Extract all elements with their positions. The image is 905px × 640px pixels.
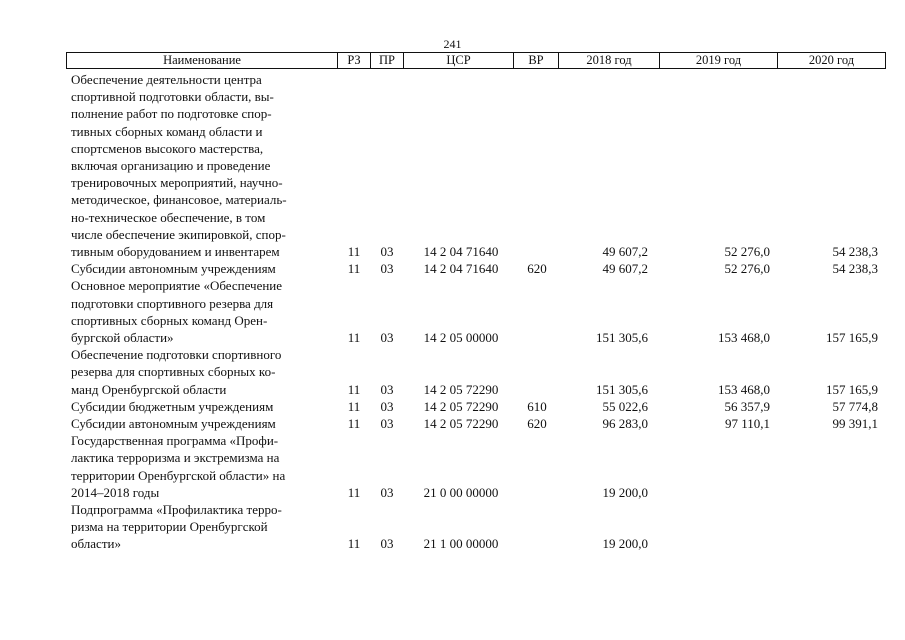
cell-pr: 03 bbox=[380, 330, 394, 345]
row-name-line: манд Оренбургской области bbox=[71, 381, 227, 397]
cell-2018: 19 200,0 bbox=[602, 484, 648, 500]
cell-csr: 14 2 04 71640 bbox=[423, 244, 499, 259]
row-name-line: ризма на территории Оренбургской bbox=[71, 519, 268, 535]
cell-pr: 03 bbox=[380, 244, 394, 259]
cell-csr: 14 2 05 72290 bbox=[423, 398, 499, 414]
cell-vr: 620 bbox=[527, 261, 547, 277]
cell-csr: 14 2 05 72290 bbox=[423, 381, 499, 397]
row-name-line: полнение работ по подготовке спор- bbox=[71, 106, 272, 122]
cell-2020: 157 165,9 bbox=[826, 330, 878, 345]
row-name-line: Государственная программа «Профи- bbox=[71, 433, 279, 449]
cell-rz: 11 bbox=[347, 330, 361, 345]
header-pr: ПР bbox=[371, 53, 404, 68]
row-name-line: спортивной подготовки области, вы- bbox=[71, 89, 274, 105]
row-name-line: Субсидии автономным учреждениям bbox=[71, 261, 276, 277]
cell-2018: 19 200,0 bbox=[602, 536, 648, 552]
header-vr: ВР bbox=[514, 53, 559, 68]
row-name-line: Подпрограмма «Профилактика терро- bbox=[71, 502, 282, 517]
cell-vr: 610 bbox=[527, 398, 547, 414]
header-2020: 2020 год bbox=[808, 53, 855, 67]
cell-2020: 157 165,9 bbox=[826, 381, 878, 397]
cell-pr: 03 bbox=[380, 381, 394, 397]
row-name-line: спортивных сборных команд Орен- bbox=[71, 312, 268, 328]
cell-rz: 11 bbox=[347, 416, 361, 431]
page-number: 241 bbox=[443, 37, 462, 51]
cell-csr: 14 2 04 71640 bbox=[423, 261, 499, 277]
row-name-line: спортсменов высокого мастерства, bbox=[71, 140, 264, 156]
row-name-line: области» bbox=[71, 536, 121, 552]
cell-2018: 151 305,6 bbox=[596, 381, 648, 397]
cell-rz: 11 bbox=[347, 244, 361, 259]
cell-2020: 99 391,1 bbox=[832, 416, 878, 431]
row-name-line: тивным оборудованием и инвентарем bbox=[71, 244, 280, 259]
cell-pr: 03 bbox=[380, 416, 394, 431]
cell-rz: 11 bbox=[347, 484, 361, 500]
row-name-line: лактика терроризма и экстремизма на bbox=[71, 450, 280, 466]
row-name-line: включая организацию и проведение bbox=[71, 158, 271, 173]
row-name-line: числе обеспечение экипировкой, спор- bbox=[71, 226, 286, 242]
row-name-line: территории Оренбургской области» на bbox=[71, 467, 286, 483]
row-name-line: Обеспечение деятельности центра bbox=[71, 72, 262, 87]
row-name-line: 2014–2018 годы bbox=[71, 484, 160, 500]
row-name-line: Субсидии бюджетным учреждениям bbox=[71, 398, 274, 414]
cell-2018: 49 607,2 bbox=[602, 244, 648, 259]
cell-rz: 11 bbox=[347, 398, 361, 414]
row-name-line: методическое, финансовое, материаль- bbox=[71, 192, 287, 208]
row-name-line: резерва для спортивных сборных ко- bbox=[71, 364, 276, 380]
row-name-line: Основное мероприятие «Обеспечение bbox=[71, 278, 283, 294]
cell-csr: 21 0 00 00000 bbox=[423, 484, 499, 500]
cell-2019: 97 110,1 bbox=[724, 416, 770, 431]
cell-rz: 11 bbox=[347, 261, 361, 277]
cell-rz: 11 bbox=[347, 381, 361, 397]
table-header bbox=[66, 52, 886, 69]
cell-vr: 620 bbox=[527, 416, 547, 431]
header-2019: 2019 год bbox=[660, 53, 778, 68]
cell-rz: 11 bbox=[347, 536, 361, 552]
row-name-line: бургской области» bbox=[71, 330, 174, 345]
header-rz: РЗ bbox=[338, 53, 371, 68]
cell-2020: 54 238,3 bbox=[832, 261, 878, 277]
cell-2018: 96 283,0 bbox=[602, 416, 648, 431]
row-name-line: но-техническое обеспечение, в том bbox=[71, 209, 266, 225]
cell-2018: 55 022,6 bbox=[602, 398, 648, 414]
cell-csr: 14 2 05 00000 bbox=[423, 330, 499, 345]
header-csr: ЦСР bbox=[404, 53, 514, 68]
row-name-line: Субсидии автономным учреждениям bbox=[71, 416, 276, 431]
row-name-line: тивных сборных команд области и bbox=[71, 123, 263, 139]
cell-2020: 54 238,3 bbox=[832, 244, 878, 259]
cell-pr: 03 bbox=[380, 398, 394, 414]
cell-2020: 57 774,8 bbox=[832, 398, 878, 414]
cell-pr: 03 bbox=[380, 536, 394, 552]
row-name-line: Обеспечение подготовки спортивного bbox=[71, 347, 282, 363]
cell-2019: 52 276,0 bbox=[724, 244, 770, 259]
cell-2019: 56 357,9 bbox=[724, 398, 770, 414]
header-name: Наименование bbox=[67, 53, 338, 68]
cell-csr: 21 1 00 00000 bbox=[423, 536, 499, 552]
row-name-line: тренировочных мероприятий, научно- bbox=[71, 175, 283, 191]
header-2018: 2018 год bbox=[559, 53, 660, 68]
cell-pr: 03 bbox=[380, 484, 394, 500]
cell-2019: 153 468,0 bbox=[718, 330, 770, 345]
cell-pr: 03 bbox=[380, 261, 394, 277]
cell-2019: 153 468,0 bbox=[718, 381, 770, 397]
cell-2018: 49 607,2 bbox=[602, 261, 648, 277]
cell-2018: 151 305,6 bbox=[596, 330, 648, 345]
cell-2019: 52 276,0 bbox=[724, 261, 770, 277]
row-name-line: подготовки спортивного резерва для bbox=[71, 295, 274, 311]
cell-csr: 14 2 05 72290 bbox=[423, 416, 499, 431]
